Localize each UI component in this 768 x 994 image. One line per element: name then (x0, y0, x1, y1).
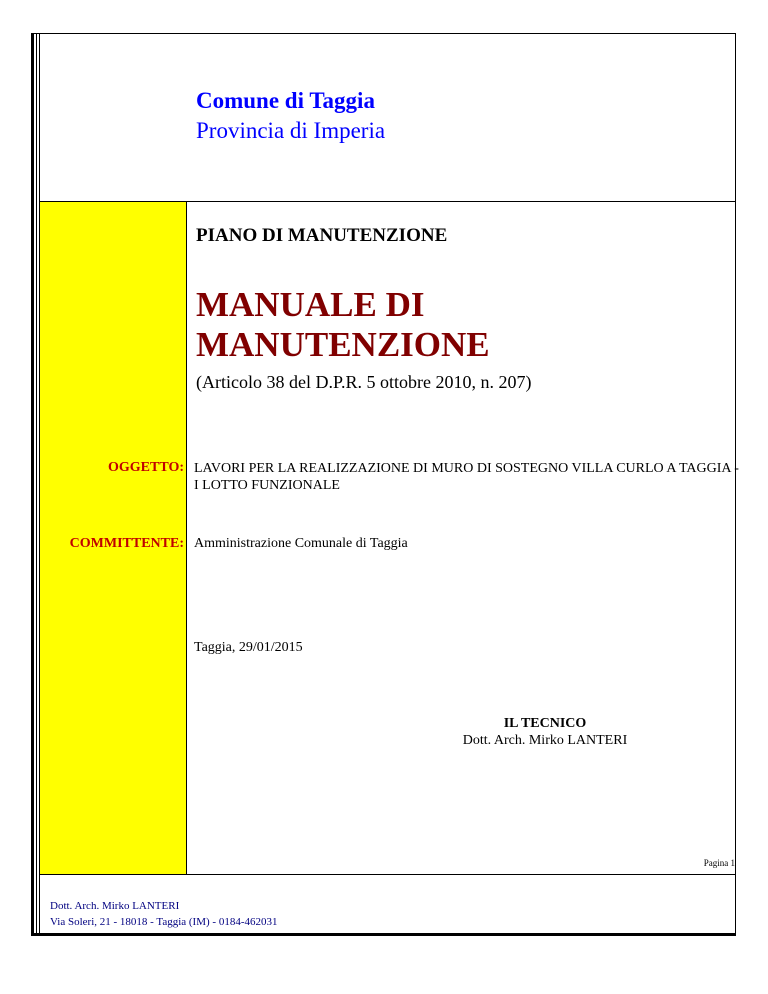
frame-left-thin-2 (39, 33, 40, 936)
frame-top (31, 33, 736, 34)
client-label: COMMITTENTE: (69, 536, 184, 551)
footer-address: Via Soleri, 21 - 18018 - Taggia (IM) - 0184-462031 (50, 916, 278, 928)
plan-title: PIANO DI MANUTENZIONE (196, 225, 448, 246)
manual-title-line1: MANUALE DI (196, 285, 425, 324)
subject-value: LAVORI PER LA REALIZZAZIONE DI MURO DI SOSTEGNO VILLA CURLO A TAGGIA - I LOTTO FUNZIONALE (194, 461, 739, 493)
header-divider (39, 201, 736, 202)
legal-reference: (Articolo 38 del D.P.R. 5 ottobre 2010, n. 207) (196, 372, 532, 392)
page-number: Pagina 1 (703, 858, 735, 868)
footer-divider (39, 874, 736, 875)
footer-author: Dott. Arch. Mirko LANTERI (50, 900, 180, 912)
manual-title (196, 285, 490, 365)
frame-left-thick (31, 33, 34, 936)
signature-title: IL TECNICO (503, 716, 587, 731)
frame-left-thin-1 (36, 33, 37, 936)
signature-name: Dott. Arch. Mirko LANTERI (462, 733, 628, 748)
sidebar-divider (186, 201, 187, 874)
subject-label: OGGETTO: (108, 460, 184, 475)
client-value: Amministrazione Comunale di Taggia (194, 536, 408, 551)
province-name: Provincia di Imperia (196, 118, 386, 143)
municipality-name: Comune di Taggia (196, 88, 375, 113)
frame-bottom (31, 933, 736, 936)
manual-title-line2: MANUTENZIONE (196, 325, 490, 364)
place-date: Taggia, 29/01/2015 (194, 640, 303, 655)
